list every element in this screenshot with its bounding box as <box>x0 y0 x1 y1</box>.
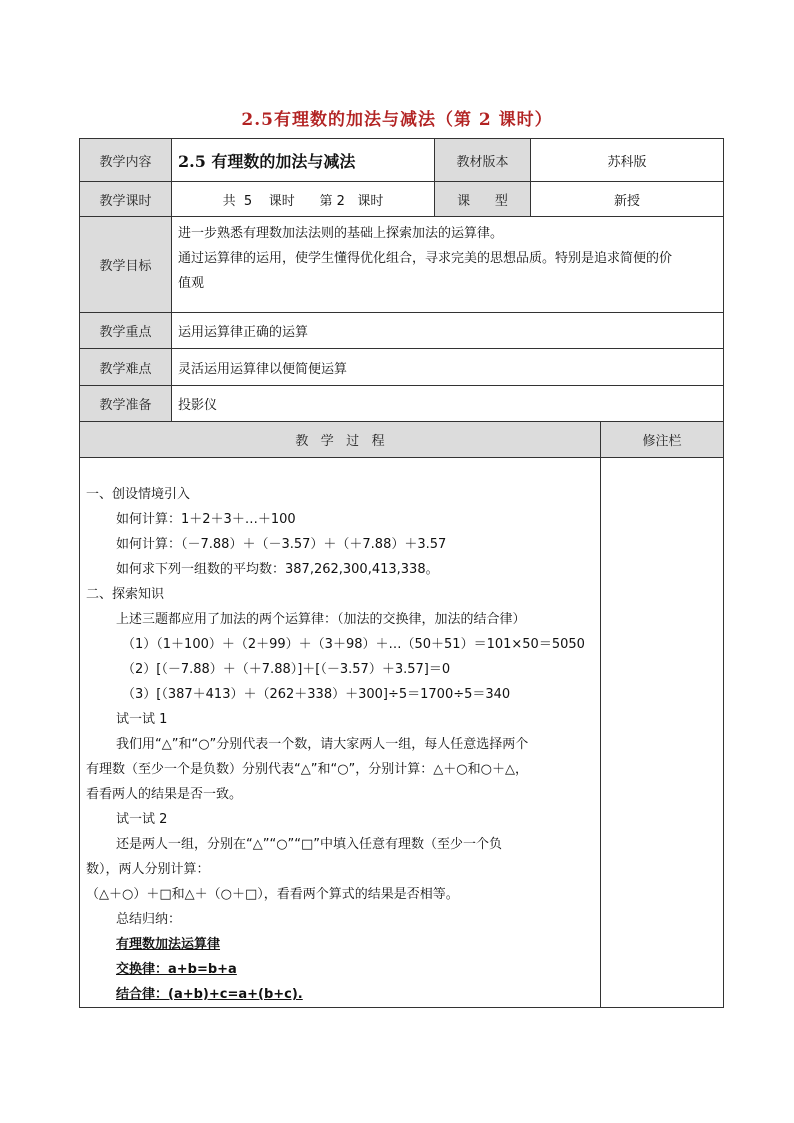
label-goal: 教学目标 <box>80 217 172 313</box>
page-title: 2.5有理数的加法与减法（第 2 课时） <box>241 110 553 130</box>
goal-text <box>172 217 724 313</box>
hours-value: 共 5 课时 第 2 课时 <box>172 182 435 217</box>
content-value: 2.5 有理数的加法与减法 <box>172 139 435 182</box>
process-line: 还是两人一组，分别在“△”“○”“□”中填入任意有理数（至少一个负 <box>116 837 503 852</box>
process-header: 教 学 过 程 <box>80 422 601 458</box>
associative-law: 结合律：(a+b)+c=a+(b+c). <box>116 987 303 1002</box>
label-type: 课 型 <box>435 182 531 217</box>
difficulty-value: 灵活运用运算律以便简便运算 <box>172 349 724 386</box>
process-body <box>80 458 601 1008</box>
goal-line: 进一步熟悉有理数加法法则的基础上探索加法的运算律。 <box>178 226 504 241</box>
process-line: （1）（1＋100）＋（2＋99）＋（3＋98）＋…（50＋51）＝101×50＝5050 <box>122 637 585 652</box>
key-point-value: 运用运算律正确的运算 <box>172 313 724 349</box>
process-line: 总结归纳： <box>116 912 182 927</box>
section-heading: 一、创设情境引入 <box>86 487 191 502</box>
process-line: （2）[（－7.88）＋（＋7.88）]＋[（－3.57）＋3.57]＝0 <box>122 662 451 677</box>
label-content: 教学内容 <box>80 139 172 182</box>
commutative-law: 交换律：a+b=b+a <box>116 962 237 977</box>
process-line: 如何计算：（－7.88）＋（－3.57）＋（＋7.88）＋3.57 <box>116 537 447 552</box>
preparation-value: 投影仪 <box>172 386 724 422</box>
label-hours: 教学课时 <box>80 182 172 217</box>
process-line: 数），两人分别计算： <box>86 862 210 877</box>
label-difficulty: 教学难点 <box>80 349 172 386</box>
type-value: 新授 <box>531 182 724 217</box>
process-line: 我们用“△”和“○”分别代表一个数，请大家两人一组，每人任意选择两个 <box>116 737 529 752</box>
process-line: 有理数（至少一个是负数）分别代表“△”和“○”，分别计算：△＋○和○＋△， <box>86 762 528 777</box>
label-preparation: 教学准备 <box>80 386 172 422</box>
label-key-point: 教学重点 <box>80 313 172 349</box>
process-line: 上述三题都应用了加法的两个运算律：（加法的交换律，加法的结合律） <box>116 612 526 627</box>
lesson-plan-table <box>79 138 724 1008</box>
edition-value: 苏科版 <box>531 139 724 182</box>
section-heading: 二、探索知识 <box>86 587 165 602</box>
goal-line: 通过运算律的运用，使学生懂得优化组合，寻求完美的思想品质。特别是追求简便的价 <box>178 251 673 266</box>
law-heading: 有理数加法运算律 <box>116 937 221 952</box>
notes-header: 修注栏 <box>601 422 724 458</box>
process-line: 如何求下列一组数的平均数：387,262,300,413,338。 <box>116 562 439 577</box>
goal-line: 值观 <box>178 276 205 291</box>
notes-column <box>601 458 724 1008</box>
try-heading: 试一试 2 <box>116 812 168 827</box>
process-line: （3）[（387＋413）＋（262＋338）＋300]÷5＝1700÷5＝340 <box>122 687 511 702</box>
label-edition: 教材版本 <box>435 139 531 182</box>
process-line: （△＋○）＋□和△＋（○＋□），看看两个算式的结果是否相等。 <box>86 887 459 902</box>
process-line: 如何计算：1＋2＋3＋…＋100 <box>116 512 296 527</box>
process-line: 看看两人的结果是否一致。 <box>86 787 243 802</box>
try-heading: 试一试 1 <box>116 712 168 727</box>
